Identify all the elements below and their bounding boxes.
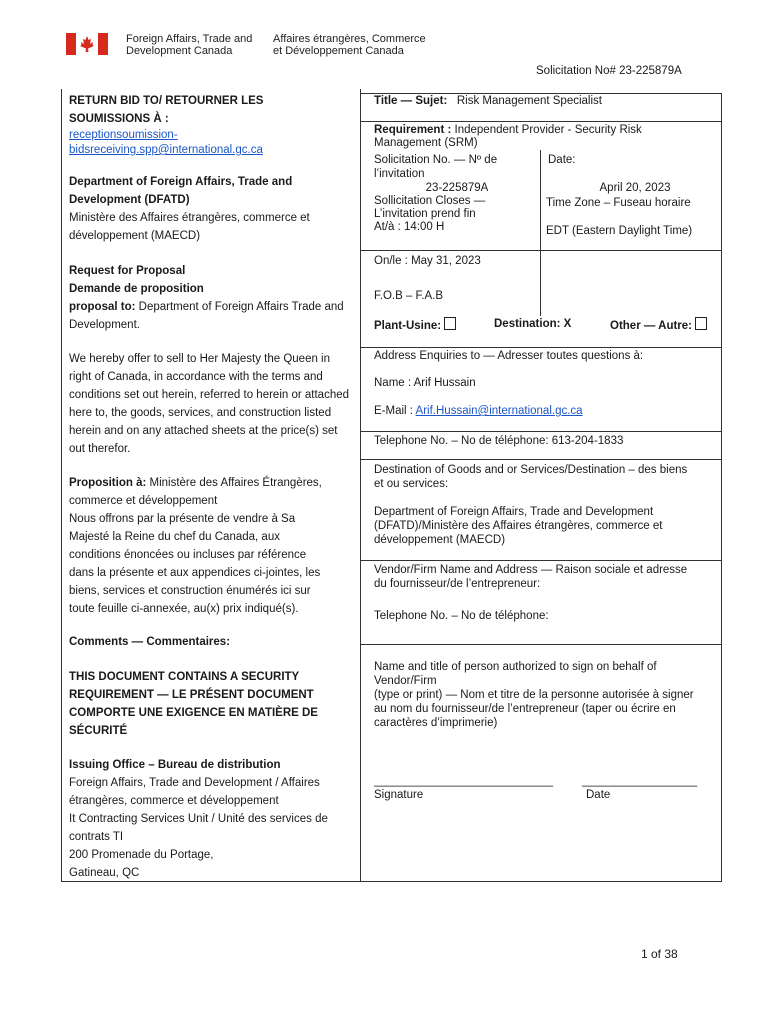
solicitation-ref: Solicitation No# 23-225879A (536, 65, 682, 77)
dept-name-en (126, 33, 252, 57)
date-line: __________________ (582, 775, 698, 787)
proposition-line: toute feuille ci-annexée, au(x) prix indiqué(s). (69, 603, 299, 615)
destination-goods-line: Destination of Goods and or Services/Destination – des biens (374, 464, 688, 476)
proposition-line (69, 474, 322, 492)
rfp-line-1: Request for Proposal (69, 265, 186, 277)
canada-flag-icon (66, 33, 108, 55)
comments-heading: Comments — Commentaires: (69, 636, 231, 648)
dept-en-line-1: Foreign Affairs, Trade and (126, 33, 253, 45)
dept-en-line-2: Development Canada (126, 45, 233, 57)
authorized-line: Vendor/Firm (374, 675, 437, 687)
destination-goods (374, 463, 687, 491)
requirement-label: Requirement : (374, 124, 452, 136)
title-row (374, 94, 602, 108)
date-label: Date: (548, 154, 576, 166)
col-divider (540, 150, 541, 316)
offer-line: out therefor. (69, 443, 131, 455)
dept-fr-line-1: Ministère des Affaires étrangères, commerce et (69, 212, 310, 224)
dept-line-2: Development (DFATD) (69, 194, 190, 206)
solicitation-no (374, 153, 497, 181)
signature-line: ____________________________ (374, 775, 554, 787)
proposal-to-text: Department of Foreign Affairs Trade and (135, 301, 344, 313)
dept-block (69, 173, 310, 245)
dept-line-1: Department of Foreign Affairs, Trade and (69, 176, 293, 188)
offer-line: here to, the goods, services, and construction listed (69, 407, 332, 419)
security-line: THIS DOCUMENT CONTAINS A SECURITY (69, 671, 300, 683)
proposal-to-line-2: Development. (69, 319, 140, 331)
rule (360, 560, 722, 561)
bid-email-link[interactable] (69, 128, 263, 158)
offer-text (69, 350, 349, 458)
bid-email-line-2[interactable]: bidsreceiving.spp@international.gc.ca (69, 144, 263, 156)
vendor-line: Vendor/Firm Name and Address — Raison sociale et adresse (374, 564, 688, 576)
authorized-line: (type or print) — Nom et titre de la personne autorisée à signer (374, 689, 694, 701)
issuing-line: étrangères, commerce et développement (69, 795, 279, 807)
authorized-line: au nom du fournisseur/de l’entrepreneur (taper ou écrire en (374, 703, 676, 715)
dept-name-fr (273, 33, 426, 57)
other (610, 317, 707, 333)
authorized-line: Name and title of person authorized to sign on behalf of (374, 661, 657, 673)
offer-line: We hereby offer to sell to Her Majesty the Queen in (69, 353, 331, 365)
destination-dept (374, 505, 662, 547)
contact-email (374, 404, 583, 418)
contact-email-label: E-Mail : (374, 405, 416, 417)
destination-goods-line: et ou services: (374, 478, 449, 490)
proposition-line: biens, services et construction énumérés ici sur (69, 585, 311, 597)
closes-at: At/à : 14:00 H (374, 221, 445, 233)
solicitation-no-line-2: l’invitation (374, 168, 425, 180)
return-bid-heading (69, 92, 263, 128)
solicitation-no-line-1: Solicitation No. — Nº de (374, 154, 498, 166)
destination-dept-line: Department of Foreign Affairs, Trade and Development (374, 506, 654, 518)
vendor-telephone: Telephone No. – No de téléphone: (374, 610, 549, 622)
requirement-line-2: Management (SRM) (374, 137, 478, 149)
other-label: Other — Autre: (610, 320, 692, 332)
date-value: April 20, 2023 (599, 182, 671, 194)
title-value: Risk Management Specialist (456, 95, 602, 107)
proposition-line: Nous offrons par la présente de vendre à Sa (69, 513, 296, 525)
proposition-label: Proposition à: (69, 477, 147, 489)
proposition-line: dans la présente et aux appendices ci-jointes, les (69, 567, 321, 579)
dept-fr-line-1: Affaires étrangères, Commerce (273, 33, 426, 45)
contact-telephone: Telephone No. – No de téléphone: 613-204-1833 (374, 435, 624, 447)
contact-email-link[interactable]: Arif.Hussain@international.gc.ca (415, 405, 583, 417)
return-bid-line-2: SOUMISSIONS À : (69, 113, 169, 125)
closes-block (374, 195, 485, 234)
requirement-line-1 (374, 124, 642, 137)
fob: F.O.B – F.A.B (374, 290, 444, 302)
requirement (374, 124, 642, 150)
issuing-office (69, 756, 328, 882)
plant-usine-checkbox[interactable] (444, 317, 456, 330)
proposal-to-label: proposal to: (69, 301, 136, 313)
rule (360, 121, 722, 122)
vendor-line: du fournisseur/de l’entrepreneur: (374, 578, 541, 590)
offer-line: herein and on any attached sheets at the price(s) set (69, 425, 338, 437)
issuing-line: contrats TI (69, 831, 124, 843)
security-notice (69, 668, 318, 740)
return-bid-line-1: RETURN BID TO/ RETOURNER LES (69, 95, 264, 107)
rfp-line-2: Demande de proposition (69, 283, 204, 295)
requirement-text: Independent Provider - Security Risk (451, 124, 642, 136)
destination-dept-line: (DFATD)/Ministère des Affaires étrangères, commerce et (374, 520, 663, 532)
security-line: REQUIREMENT — LE PRÉSENT DOCUMENT (69, 689, 314, 701)
dept-fr-line-2: développement (MAECD) (69, 230, 201, 242)
proposition-line: Majesté la Reine du chef du Canada, aux (69, 531, 280, 543)
timezone-label: Time Zone – Fuseau horaire (546, 197, 691, 209)
plant-usine-label: Plant-Usine: (374, 320, 442, 332)
offer-line: right of Canada, in accordance with the terms and (69, 371, 323, 383)
issuing-line: It Contracting Services Unit / Unité des services de (69, 813, 328, 825)
title-label: Title — Sujet: (374, 95, 448, 107)
rule (360, 347, 722, 348)
authorized-line: caractères d’imprimerie) (374, 717, 498, 729)
plant-usine (374, 317, 456, 333)
destination-dept-line: développement (MAECD) (374, 534, 506, 546)
authorized-person (374, 660, 694, 730)
rule (360, 459, 722, 460)
enquiries: Address Enquiries to — Adresser toutes questions à: (374, 350, 644, 362)
bottom-right-border (360, 881, 722, 882)
closing-date: On/le : May 31, 2023 (374, 255, 481, 267)
offer-line: conditions set out herein, referred to herein or attached (69, 389, 350, 401)
issuing-line: Gatineau, QC (69, 867, 140, 879)
left-border (61, 89, 62, 882)
contact-name: Name : Arif Hussain (374, 377, 476, 389)
proposition-line: commerce et développement (69, 495, 218, 507)
proposition-line-1: Ministère des Affaires Étrangères, (146, 477, 322, 489)
vendor-name-address (374, 563, 687, 591)
proposition-line: conditions énoncées ou incluses par référence (69, 549, 307, 561)
rule (360, 431, 722, 432)
issuing-line: 200 Promenade du Portage, (69, 849, 214, 861)
closes-line-1: Sollicitation Closes — (374, 195, 486, 207)
page-number: 1 of 38 (641, 947, 678, 961)
timezone-value: EDT (Eastern Daylight Time) (546, 225, 693, 237)
security-line: COMPORTE UNE EXIGENCE EN MATIÈRE DE (69, 707, 318, 719)
issuing-label: Issuing Office – Bureau de distribution (69, 759, 281, 771)
center-divider (360, 89, 361, 882)
rfp-block (69, 262, 344, 334)
destination: Destination: X (494, 318, 572, 330)
other-checkbox[interactable] (695, 317, 707, 330)
right-border (721, 93, 722, 882)
closes-line-2: L’invitation prend fin (374, 208, 476, 220)
solicitation-no-value: 23-225879A (425, 182, 489, 194)
signature-label: Signature (374, 789, 424, 801)
date-label-bottom: Date (586, 789, 611, 801)
dept-fr-line-2: et Développement Canada (273, 45, 404, 57)
proposition-text (69, 474, 322, 618)
rule (360, 644, 722, 645)
proposal-to (69, 298, 344, 316)
rule (360, 250, 722, 251)
issuing-line: Foreign Affairs, Trade and Development / Affaires (69, 777, 320, 789)
security-line: SÉCURITÉ (69, 725, 128, 737)
bid-email-line-1[interactable]: receptionsoumission- (69, 129, 178, 141)
